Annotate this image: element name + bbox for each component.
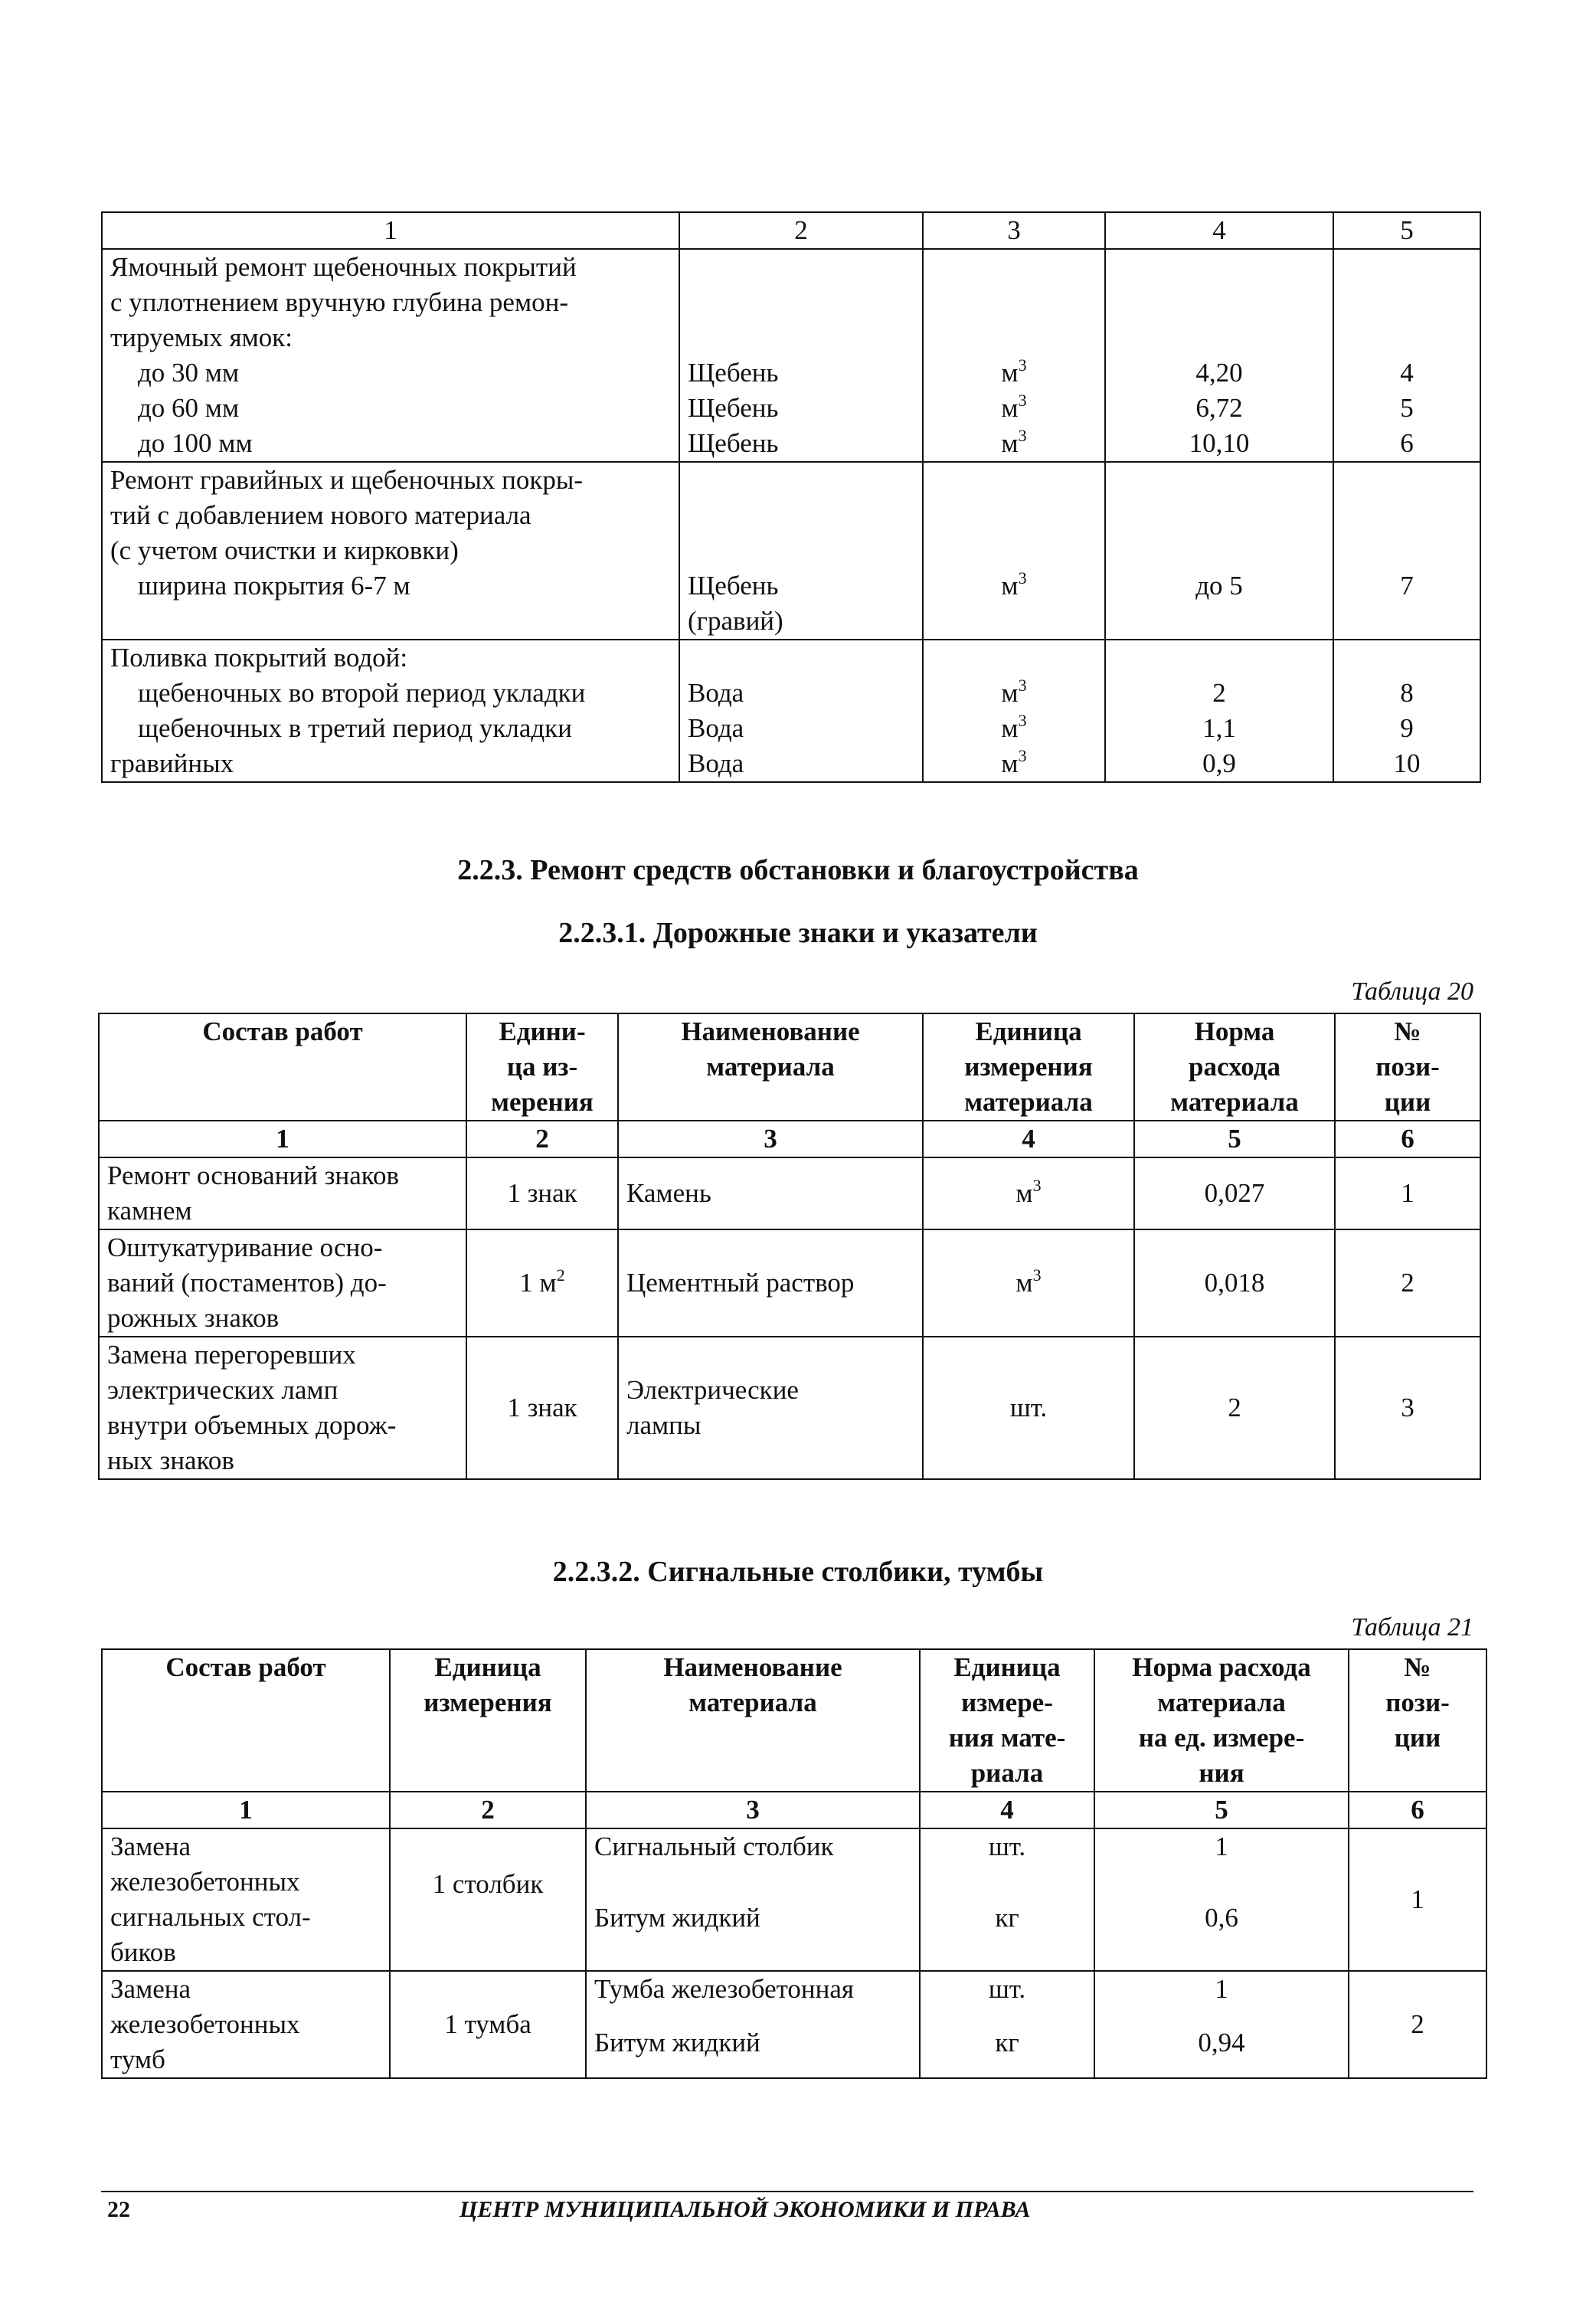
col-number: 6: [1335, 1121, 1480, 1157]
text-line: с уплотнением вручную глубина ремон-: [110, 287, 568, 317]
col-number: 2: [390, 1792, 586, 1828]
table-row: [99, 1229, 1480, 1337]
unit-cell: 1 знак: [466, 1157, 618, 1229]
table-row: [102, 640, 1480, 782]
text-line: до 100 мм: [138, 428, 253, 458]
col-header: Норма расхода материала: [1134, 1013, 1335, 1121]
material-cell: Битум жидкий: [586, 2009, 920, 2078]
col-header: Наименование материала: [586, 1649, 920, 1792]
text-line: Поливка покрытий водой:: [110, 643, 408, 673]
text-line: 4: [1400, 358, 1414, 388]
text-line: до 5: [1195, 571, 1243, 601]
text-line: 6: [1400, 428, 1414, 458]
material-cell: Цементный раствор: [618, 1229, 923, 1337]
text-line: $м^3$: [1001, 426, 1027, 458]
text-line: (гравий): [688, 606, 783, 636]
col-number: 3: [618, 1121, 923, 1157]
material-cell: Битум жидкий: [586, 1866, 920, 1971]
table-row: [99, 1157, 1480, 1229]
norm-cell: 1: [1094, 1828, 1349, 1866]
work-description: [102, 640, 679, 782]
material-cell: [679, 640, 923, 782]
table-20: [98, 1013, 1481, 1480]
norm-cell: [1105, 640, 1333, 782]
work-description: Замена железобетонных сигнальных стол- биков: [102, 1828, 390, 1971]
text-line: Ремонт гравийных и щебеночных покры-: [110, 465, 584, 495]
text-line: $м^3$: [1001, 676, 1027, 708]
norm-cell: 2: [1134, 1337, 1335, 1479]
col-header: Едини- ца из- мерения: [466, 1013, 618, 1121]
text-line: тий с добавлением нового материала: [110, 500, 531, 530]
table-header-row: [102, 212, 1480, 249]
col-header: Единица измерения материала: [923, 1013, 1134, 1121]
unit-cell: [923, 640, 1105, 782]
position-cell: [1333, 249, 1480, 462]
text-line: до 30 мм: [138, 358, 240, 388]
work-description: Замена железобетонных тумб: [102, 1971, 390, 2078]
text-line: тируемых ямок:: [110, 322, 293, 352]
position-cell: 2: [1349, 1971, 1486, 2078]
unit-cell: 1 столбик: [390, 1828, 586, 1971]
norm-cell: 0,94: [1094, 2009, 1349, 2078]
text-line: 4,20: [1195, 358, 1243, 388]
text-line: 10: [1393, 748, 1421, 778]
col-header: Норма расхода материала на ед. измере- ния: [1094, 1649, 1349, 1792]
table-caption: Таблица 21: [1351, 1613, 1473, 1642]
material-unit-cell: шт.: [923, 1337, 1134, 1479]
col-number: 1: [102, 1792, 390, 1828]
footer-rule: [101, 2191, 1473, 2192]
text-line: Щебень: [688, 571, 779, 601]
text-line: Щебень: [688, 358, 779, 388]
col-number: 5: [1094, 1792, 1349, 1828]
table-19: [101, 211, 1481, 783]
col-header: Состав работ: [99, 1013, 466, 1121]
text-line: Ямочный ремонт щебеночных покрытий: [110, 252, 577, 282]
unit-cell: [923, 249, 1105, 462]
position-cell: 3: [1335, 1337, 1480, 1479]
work-description: [102, 249, 679, 462]
col-number: 5: [1134, 1121, 1335, 1157]
table-header-row: [102, 1649, 1486, 1792]
unit-cell: 1 знак: [466, 1337, 618, 1479]
table-caption: Таблица 20: [1351, 977, 1473, 1006]
text-line: гравийных: [110, 748, 234, 778]
work-description: Оштукатуривание осно- ваний (постаментов) до- рожных знаков: [99, 1229, 466, 1337]
table-number-row: [99, 1121, 1480, 1157]
col-number: 6: [1349, 1792, 1486, 1828]
text-line: 7: [1400, 571, 1414, 601]
text-line: $м^3$: [1001, 355, 1027, 388]
col-header: 3: [923, 212, 1105, 249]
text-line: до 60 мм: [138, 393, 240, 423]
text-line: 1,1: [1202, 713, 1236, 743]
text-line: $м^3$: [1001, 391, 1027, 423]
material-unit-cell: кг: [920, 2009, 1094, 2078]
position-cell: [1333, 462, 1480, 640]
text-line: Щебень: [688, 428, 779, 458]
unit-cell: 1 $м^2$: [466, 1229, 618, 1337]
col-header: 4: [1105, 212, 1333, 249]
text-line: Вода: [688, 713, 744, 743]
position-cell: 2: [1335, 1229, 1480, 1337]
work-description: Ремонт оснований знаков камнем: [99, 1157, 466, 1229]
col-header: 2: [679, 212, 923, 249]
material-unit-cell: шт.: [920, 1828, 1094, 1866]
text-line: 6,72: [1195, 393, 1243, 423]
text-line: 5: [1400, 393, 1414, 423]
text-line: Щебень: [688, 393, 779, 423]
position-cell: 1: [1349, 1828, 1486, 1971]
col-header: Единица измерения: [390, 1649, 586, 1792]
position-cell: [1333, 640, 1480, 782]
material-unit-cell: кг: [920, 1866, 1094, 1971]
norm-cell: 1: [1094, 1971, 1349, 2009]
table-row: [102, 1828, 1486, 1866]
col-header: № пози- ции: [1335, 1013, 1480, 1121]
subsection-heading: 2.2.3.2. Сигнальные столбики, тумбы: [552, 1556, 1044, 1588]
position-cell: 1: [1335, 1157, 1480, 1229]
table-row: [102, 462, 1480, 640]
material-unit-cell: $м^3$: [923, 1229, 1134, 1337]
text-line: ширина покрытия 6-7 м: [138, 571, 410, 601]
table-header-row: [99, 1013, 1480, 1121]
text-line: 0,9: [1202, 748, 1236, 778]
text-line: $м^3$: [1001, 746, 1027, 778]
text-line: $м^3$: [1001, 711, 1027, 743]
col-header: Единица измере- ния мате- риала: [920, 1649, 1094, 1792]
col-number: 2: [466, 1121, 618, 1157]
norm-cell: 0,018: [1134, 1229, 1335, 1337]
material-cell: Сигнальный столбик: [586, 1828, 920, 1866]
text-line: 8: [1400, 678, 1414, 708]
material-cell: Камень: [618, 1157, 923, 1229]
col-header: Состав работ: [102, 1649, 390, 1792]
material-unit-cell: шт.: [920, 1971, 1094, 2009]
text-line: 10,10: [1189, 428, 1250, 458]
material-cell: [679, 462, 923, 640]
table-row: [102, 1971, 1486, 2009]
col-header: 1: [102, 212, 679, 249]
col-header: Наименование материала: [618, 1013, 923, 1121]
col-number: 3: [586, 1792, 920, 1828]
text-line: $м^3$: [1001, 568, 1027, 601]
col-header: 5: [1333, 212, 1480, 249]
work-description: [102, 462, 679, 640]
col-number: 4: [920, 1792, 1094, 1828]
norm-cell: [1105, 249, 1333, 462]
footer-publisher: ЦЕНТР МУНИЦИПАЛЬНОЙ ЭКОНОМИКИ И ПРАВА: [460, 2197, 1031, 2222]
material-cell: Электрические лампы: [618, 1337, 923, 1479]
text-line: 2: [1212, 678, 1226, 708]
col-number: 1: [99, 1121, 466, 1157]
material-cell: Тумба железобетонная: [586, 1971, 920, 2009]
text-line: Вода: [688, 678, 744, 708]
text-line: 9: [1400, 713, 1414, 743]
text-line: Вода: [688, 748, 744, 778]
material-cell: [679, 249, 923, 462]
unit-cell: 1 тумба: [390, 1971, 586, 2078]
table-21: [101, 1648, 1487, 2079]
table-number-row: [102, 1792, 1486, 1828]
norm-cell: [1105, 462, 1333, 640]
norm-cell: 0,027: [1134, 1157, 1335, 1229]
table-row: [99, 1337, 1480, 1479]
text-line: щебеночных во второй период укладки: [138, 678, 586, 708]
norm-cell: 0,6: [1094, 1866, 1349, 1971]
text-line: (с учетом очистки и кирковки): [110, 535, 459, 565]
material-unit-cell: $м^3$: [923, 1157, 1134, 1229]
table-row: [102, 249, 1480, 462]
page-number: 22: [107, 2197, 130, 2222]
col-header: № пози- ции: [1349, 1649, 1486, 1792]
text-line: щебеночных в третий период укладки: [138, 713, 572, 743]
col-number: 4: [923, 1121, 1134, 1157]
subsection-heading: 2.2.3.1. Дорожные знаки и указатели: [558, 917, 1038, 949]
work-description: Замена перегоревших электрических ламп внутри объемных дорож- ных знаков: [99, 1337, 466, 1479]
unit-cell: [923, 462, 1105, 640]
section-heading: 2.2.3. Ремонт средств обстановки и благоустройства: [457, 854, 1139, 886]
